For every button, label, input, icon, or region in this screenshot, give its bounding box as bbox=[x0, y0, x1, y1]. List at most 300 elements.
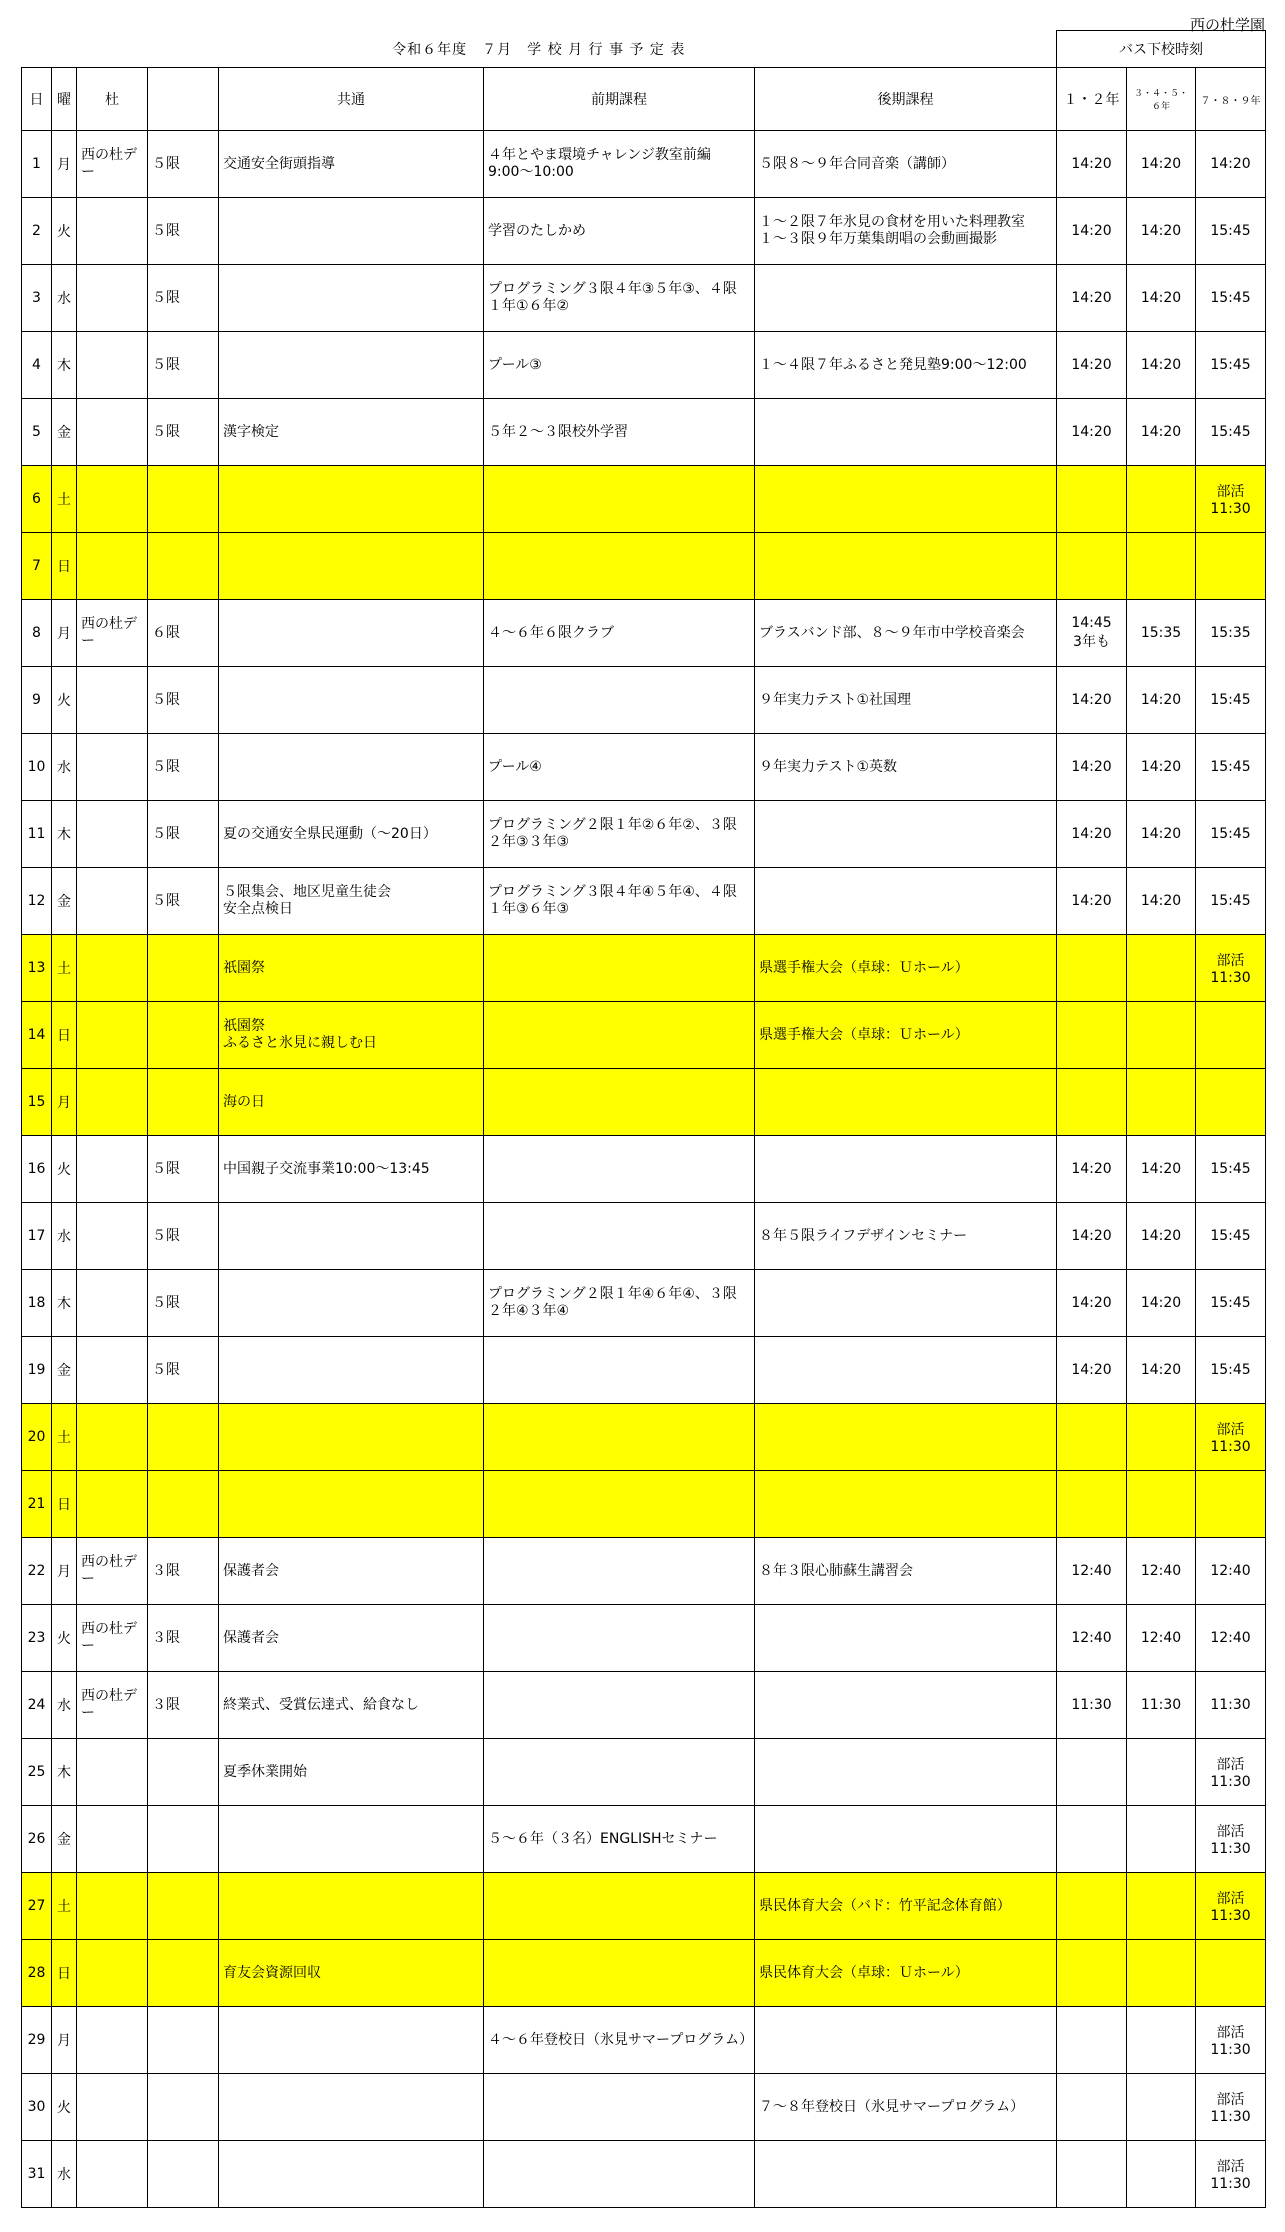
bus-time-3-6 bbox=[1127, 466, 1196, 533]
period: ５限 bbox=[148, 399, 219, 466]
period: ５限 bbox=[148, 734, 219, 801]
bus-time-3-6: 14:20 bbox=[1127, 265, 1196, 332]
weekday: 水 bbox=[52, 265, 77, 332]
common-event: 祇園祭 ふるさと氷見に親しむ日 bbox=[219, 1002, 484, 1069]
common-event: 海の日 bbox=[219, 1069, 484, 1136]
table-row bbox=[22, 1002, 1266, 1069]
weekday: 火 bbox=[52, 198, 77, 265]
late-course-event: 県選手権大会（卓球：Ｕホール） bbox=[755, 935, 1057, 1002]
table-row bbox=[22, 1940, 1266, 2007]
mori-day bbox=[77, 801, 148, 868]
table-row bbox=[22, 265, 1266, 332]
bus-time-1-2: 14:20 bbox=[1057, 332, 1127, 399]
common-event bbox=[219, 466, 484, 533]
day-number: 16 bbox=[22, 1136, 52, 1203]
late-course-event bbox=[755, 1739, 1057, 1806]
bus-time-7-9: 部活 11:30 bbox=[1196, 1404, 1266, 1471]
period bbox=[148, 1940, 219, 2007]
column-header-row bbox=[22, 68, 1266, 131]
period: ５限 bbox=[148, 868, 219, 935]
common-event: 終業式、受賞伝達式、給食なし bbox=[219, 1672, 484, 1739]
table-row bbox=[22, 1136, 1266, 1203]
mori-day bbox=[77, 198, 148, 265]
late-course-event bbox=[755, 1471, 1057, 1538]
table-row bbox=[22, 667, 1266, 734]
bus-time-3-6: 14:20 bbox=[1127, 399, 1196, 466]
weekday: 水 bbox=[52, 734, 77, 801]
common-event bbox=[219, 332, 484, 399]
common-event: ５限集会、地区児童生徒会 安全点検日 bbox=[219, 868, 484, 935]
day-number: 13 bbox=[22, 935, 52, 1002]
day-number: 28 bbox=[22, 1940, 52, 2007]
weekday: 土 bbox=[52, 1873, 77, 1940]
mori-day: 西の杜デー bbox=[77, 1672, 148, 1739]
mori-day bbox=[77, 1203, 148, 1270]
bus-time-7-9: 12:40 bbox=[1196, 1605, 1266, 1672]
period bbox=[148, 533, 219, 600]
late-course-event bbox=[755, 2007, 1057, 2074]
bus-time-7-9: 15:45 bbox=[1196, 1270, 1266, 1337]
bus-time-3-6: 14:20 bbox=[1127, 1136, 1196, 1203]
late-course-event bbox=[755, 1806, 1057, 1873]
bus-time-1-2 bbox=[1057, 1069, 1127, 1136]
bus-time-7-9: 14:20 bbox=[1196, 131, 1266, 198]
common-event bbox=[219, 1873, 484, 1940]
bus-time-1-2 bbox=[1057, 466, 1127, 533]
period bbox=[148, 1739, 219, 1806]
late-course-event bbox=[755, 1270, 1057, 1337]
early-course-event bbox=[484, 1471, 755, 1538]
bus-time-3-6 bbox=[1127, 1739, 1196, 1806]
bus-time-7-9: 15:45 bbox=[1196, 332, 1266, 399]
day-number: 21 bbox=[22, 1471, 52, 1538]
period: ６限 bbox=[148, 600, 219, 667]
weekday: 木 bbox=[52, 332, 77, 399]
common-event: 保護者会 bbox=[219, 1538, 484, 1605]
bus-time-3-6: 14:20 bbox=[1127, 734, 1196, 801]
weekday: 月 bbox=[52, 1069, 77, 1136]
bus-time-3-6 bbox=[1127, 1002, 1196, 1069]
early-course-event bbox=[484, 1873, 755, 1940]
bus-time-1-2: 14:20 bbox=[1057, 399, 1127, 466]
bus-time-7-9: 11:30 bbox=[1196, 1672, 1266, 1739]
common-event: 中国親子交流事業10:00～13:45 bbox=[219, 1136, 484, 1203]
bus-time-3-6 bbox=[1127, 2141, 1196, 2208]
early-course-event bbox=[484, 1538, 755, 1605]
late-course-event: 県民体育大会（卓球：Ｕホール） bbox=[755, 1940, 1057, 2007]
late-course-event: ８年３限心肺蘇生講習会 bbox=[755, 1538, 1057, 1605]
weekday: 木 bbox=[52, 1739, 77, 1806]
bus-time-3-6: 14:20 bbox=[1127, 198, 1196, 265]
day-number: 17 bbox=[22, 1203, 52, 1270]
common-event bbox=[219, 1270, 484, 1337]
mori-day bbox=[77, 1136, 148, 1203]
table-row bbox=[22, 1270, 1266, 1337]
period bbox=[148, 1471, 219, 1538]
table-row bbox=[22, 2141, 1266, 2208]
common-event: 育友会資源回収 bbox=[219, 1940, 484, 2007]
bus-time-3-6: 12:40 bbox=[1127, 1538, 1196, 1605]
late-course-event bbox=[755, 868, 1057, 935]
early-course-event: プログラミング２限１年②６年②、３限２年③３年③ bbox=[484, 801, 755, 868]
weekday: 月 bbox=[52, 1538, 77, 1605]
period bbox=[148, 935, 219, 1002]
late-course-event: ９年実力テスト①社国理 bbox=[755, 667, 1057, 734]
common-event bbox=[219, 2141, 484, 2208]
table-row bbox=[22, 1538, 1266, 1605]
bus-time-1-2 bbox=[1057, 2074, 1127, 2141]
mori-day bbox=[77, 868, 148, 935]
period: ３限 bbox=[148, 1672, 219, 1739]
bus-time-1-2 bbox=[1057, 1002, 1127, 1069]
bus-time-7-9: 部活 11:30 bbox=[1196, 1806, 1266, 1873]
day-number: 31 bbox=[22, 2141, 52, 2208]
bus-time-3-6 bbox=[1127, 1873, 1196, 1940]
bus-time-1-2 bbox=[1057, 2007, 1127, 2074]
common-event: 漢字検定 bbox=[219, 399, 484, 466]
weekday: 土 bbox=[52, 1404, 77, 1471]
bus-time-1-2: 12:40 bbox=[1057, 1605, 1127, 1672]
common-event: 交通安全街頭指導 bbox=[219, 131, 484, 198]
bus-time-1-2 bbox=[1057, 533, 1127, 600]
day-number: 10 bbox=[22, 734, 52, 801]
day-number: 30 bbox=[22, 2074, 52, 2141]
day-number: 29 bbox=[22, 2007, 52, 2074]
bus-time-3-6: 14:20 bbox=[1127, 1337, 1196, 1404]
early-course-event: ５～６年（３名）ENGLISHセミナー bbox=[484, 1806, 755, 1873]
late-course-event bbox=[755, 533, 1057, 600]
mori-day bbox=[77, 1270, 148, 1337]
bus-time-3-6: 14:20 bbox=[1127, 332, 1196, 399]
period bbox=[148, 1404, 219, 1471]
early-course-event bbox=[484, 2074, 755, 2141]
late-course-event bbox=[755, 1337, 1057, 1404]
late-course-event: １～２限７年氷見の食材を用いた料理教室 １～３限９年万葉集朗唱の会動画撮影 bbox=[755, 198, 1057, 265]
bus-time-1-2: 14:20 bbox=[1057, 734, 1127, 801]
common-event bbox=[219, 2007, 484, 2074]
col-bus-grade-3-6: ３・４・５・６年 bbox=[1127, 68, 1196, 131]
bus-time-3-6: 12:40 bbox=[1127, 1605, 1196, 1672]
early-course-event bbox=[484, 667, 755, 734]
mori-day bbox=[77, 2074, 148, 2141]
bus-time-3-6 bbox=[1127, 1806, 1196, 1873]
col-period bbox=[148, 68, 219, 131]
weekday: 水 bbox=[52, 1672, 77, 1739]
late-course-event bbox=[755, 1404, 1057, 1471]
weekday: 火 bbox=[52, 1136, 77, 1203]
bus-time-1-2 bbox=[1057, 1940, 1127, 2007]
weekday: 火 bbox=[52, 667, 77, 734]
late-course-event bbox=[755, 1069, 1057, 1136]
bus-time-3-6: 14:20 bbox=[1127, 868, 1196, 935]
mori-day: 西の杜デー bbox=[77, 1538, 148, 1605]
common-event bbox=[219, 1203, 484, 1270]
early-course-event bbox=[484, 1739, 755, 1806]
bus-time-7-9: 15:35 bbox=[1196, 600, 1266, 667]
day-number: 14 bbox=[22, 1002, 52, 1069]
day-number: 26 bbox=[22, 1806, 52, 1873]
early-course-event: プログラミング３限４年③５年③、４限１年①６年② bbox=[484, 265, 755, 332]
period: ５限 bbox=[148, 667, 219, 734]
period: ５限 bbox=[148, 265, 219, 332]
common-event: 夏の交通安全県民運動（～20日） bbox=[219, 801, 484, 868]
common-event bbox=[219, 667, 484, 734]
day-number: 4 bbox=[22, 332, 52, 399]
bus-time-3-6: 14:20 bbox=[1127, 1270, 1196, 1337]
common-event bbox=[219, 734, 484, 801]
bus-time-1-2: 14:20 bbox=[1057, 868, 1127, 935]
bus-time-1-2: 14:20 bbox=[1057, 1203, 1127, 1270]
late-course-event bbox=[755, 801, 1057, 868]
bus-time-7-9: 15:45 bbox=[1196, 1203, 1266, 1270]
late-course-event: １～４限７年ふるさと発見塾9:00～12:00 bbox=[755, 332, 1057, 399]
period bbox=[148, 1069, 219, 1136]
col-early: 前期課程 bbox=[484, 68, 755, 131]
early-course-event bbox=[484, 2141, 755, 2208]
table-row bbox=[22, 131, 1266, 198]
day-number: 20 bbox=[22, 1404, 52, 1471]
bus-time-1-2: 14:20 bbox=[1057, 131, 1127, 198]
bus-time-3-6: 14:20 bbox=[1127, 131, 1196, 198]
day-number: 23 bbox=[22, 1605, 52, 1672]
late-course-event bbox=[755, 2141, 1057, 2208]
bus-time-7-9: 15:45 bbox=[1196, 801, 1266, 868]
day-number: 24 bbox=[22, 1672, 52, 1739]
bus-time-3-6: 15:35 bbox=[1127, 600, 1196, 667]
late-course-event bbox=[755, 1605, 1057, 1672]
table-row bbox=[22, 868, 1266, 935]
common-event: 夏季休業開始 bbox=[219, 1739, 484, 1806]
bus-time-7-9 bbox=[1196, 533, 1266, 600]
late-course-event bbox=[755, 1672, 1057, 1739]
early-course-event: プログラミング２限１年④６年④、３限２年④３年④ bbox=[484, 1270, 755, 1337]
bus-time-1-2: 11:30 bbox=[1057, 1672, 1127, 1739]
day-number: 9 bbox=[22, 667, 52, 734]
period: ５限 bbox=[148, 131, 219, 198]
table-row bbox=[22, 1605, 1266, 1672]
table-row bbox=[22, 198, 1266, 265]
weekday: 火 bbox=[52, 2074, 77, 2141]
late-course-event bbox=[755, 466, 1057, 533]
bus-time-7-9: 15:45 bbox=[1196, 265, 1266, 332]
weekday: 日 bbox=[52, 1002, 77, 1069]
bus-time-1-2: 14:45 3年も bbox=[1057, 600, 1127, 667]
mori-day bbox=[77, 1471, 148, 1538]
bus-time-1-2 bbox=[1057, 2141, 1127, 2208]
common-event bbox=[219, 1337, 484, 1404]
weekday: 木 bbox=[52, 1270, 77, 1337]
bus-time-1-2: 14:20 bbox=[1057, 1136, 1127, 1203]
day-number: 2 bbox=[22, 198, 52, 265]
bus-time-3-6 bbox=[1127, 533, 1196, 600]
bus-time-7-9: 15:45 bbox=[1196, 667, 1266, 734]
mori-day bbox=[77, 1806, 148, 1873]
col-day: 日 bbox=[22, 68, 52, 131]
late-course-event: ７～８年登校日（氷見サマープログラム） bbox=[755, 2074, 1057, 2141]
day-number: 1 bbox=[22, 131, 52, 198]
weekday: 木 bbox=[52, 801, 77, 868]
early-course-event: 学習のたしかめ bbox=[484, 198, 755, 265]
table-row bbox=[22, 935, 1266, 1002]
col-bus-grade-1-2: １・２年 bbox=[1057, 68, 1127, 131]
late-course-event bbox=[755, 265, 1057, 332]
day-number: 8 bbox=[22, 600, 52, 667]
bus-time-header: バス下校時刻 bbox=[1057, 31, 1266, 68]
early-course-event bbox=[484, 533, 755, 600]
late-course-event bbox=[755, 1136, 1057, 1203]
bus-time-7-9: 部活 11:30 bbox=[1196, 2007, 1266, 2074]
period bbox=[148, 466, 219, 533]
common-event: 祇園祭 bbox=[219, 935, 484, 1002]
period: ５限 bbox=[148, 1203, 219, 1270]
weekday: 金 bbox=[52, 1337, 77, 1404]
bus-time-3-6 bbox=[1127, 1940, 1196, 2007]
day-number: 3 bbox=[22, 265, 52, 332]
mori-day bbox=[77, 667, 148, 734]
period bbox=[148, 2074, 219, 2141]
bus-time-7-9: 15:45 bbox=[1196, 198, 1266, 265]
bus-time-7-9: 15:45 bbox=[1196, 1136, 1266, 1203]
bus-time-7-9: 部活 11:30 bbox=[1196, 1739, 1266, 1806]
period: ３限 bbox=[148, 1605, 219, 1672]
table-row bbox=[22, 1069, 1266, 1136]
table-row bbox=[22, 1806, 1266, 1873]
mori-day bbox=[77, 935, 148, 1002]
table-row bbox=[22, 466, 1266, 533]
page-title: 令和６年度 ７月 学 校 月 行 事 予 定 表 bbox=[22, 31, 1057, 68]
early-course-event: ４～６年登校日（氷見サマープログラム） bbox=[484, 2007, 755, 2074]
weekday: 水 bbox=[52, 1203, 77, 1270]
early-course-event: プール④ bbox=[484, 734, 755, 801]
early-course-event: ４～６年６限クラブ bbox=[484, 600, 755, 667]
late-course-event: ５限８～９年合同音楽（講師） bbox=[755, 131, 1057, 198]
mori-day bbox=[77, 466, 148, 533]
mori-day bbox=[77, 399, 148, 466]
bus-time-1-2: 14:20 bbox=[1057, 198, 1127, 265]
early-course-event bbox=[484, 1404, 755, 1471]
mori-day bbox=[77, 1873, 148, 1940]
mori-day bbox=[77, 1002, 148, 1069]
bus-time-7-9: 15:45 bbox=[1196, 399, 1266, 466]
common-event bbox=[219, 600, 484, 667]
table-row bbox=[22, 2007, 1266, 2074]
weekday: 火 bbox=[52, 1605, 77, 1672]
col-weekday: 曜 bbox=[52, 68, 77, 131]
mori-day bbox=[77, 1940, 148, 2007]
bus-time-1-2 bbox=[1057, 1873, 1127, 1940]
bus-time-1-2: 14:20 bbox=[1057, 1270, 1127, 1337]
mori-day: 西の杜デー bbox=[77, 600, 148, 667]
bus-time-7-9: 15:45 bbox=[1196, 1337, 1266, 1404]
early-course-event bbox=[484, 1940, 755, 2007]
day-number: 27 bbox=[22, 1873, 52, 1940]
period: ３限 bbox=[148, 1538, 219, 1605]
bus-time-1-2: 14:20 bbox=[1057, 801, 1127, 868]
early-course-event bbox=[484, 1136, 755, 1203]
bus-time-7-9: 部活 11:30 bbox=[1196, 1873, 1266, 1940]
table-row bbox=[22, 1672, 1266, 1739]
bus-time-3-6 bbox=[1127, 2007, 1196, 2074]
bus-time-1-2: 14:20 bbox=[1057, 1337, 1127, 1404]
weekday: 水 bbox=[52, 2141, 77, 2208]
school-name: 西の杜学園 bbox=[1189, 16, 1265, 34]
day-number: 11 bbox=[22, 801, 52, 868]
late-course-event bbox=[755, 399, 1057, 466]
common-event bbox=[219, 2074, 484, 2141]
bus-time-3-6: 14:20 bbox=[1127, 667, 1196, 734]
common-event bbox=[219, 1806, 484, 1873]
bus-time-3-6 bbox=[1127, 935, 1196, 1002]
mori-day bbox=[77, 1069, 148, 1136]
schedule-table bbox=[21, 30, 1266, 2208]
late-course-event: 県選手権大会（卓球：Ｕホール） bbox=[755, 1002, 1057, 1069]
bus-time-1-2: 14:20 bbox=[1057, 667, 1127, 734]
weekday: 日 bbox=[52, 1471, 77, 1538]
bus-time-3-6: 14:20 bbox=[1127, 801, 1196, 868]
bus-time-7-9: 部活 11:30 bbox=[1196, 2141, 1266, 2208]
bus-time-3-6 bbox=[1127, 1069, 1196, 1136]
table-row bbox=[22, 1471, 1266, 1538]
bus-time-7-9: 部活 11:30 bbox=[1196, 466, 1266, 533]
col-late: 後期課程 bbox=[755, 68, 1057, 131]
col-common: 共通 bbox=[219, 68, 484, 131]
day-number: 18 bbox=[22, 1270, 52, 1337]
col-mori: 杜 bbox=[77, 68, 148, 131]
table-row bbox=[22, 1203, 1266, 1270]
common-event bbox=[219, 265, 484, 332]
bus-time-3-6 bbox=[1127, 1404, 1196, 1471]
bus-time-7-9: 15:45 bbox=[1196, 868, 1266, 935]
day-number: 6 bbox=[22, 466, 52, 533]
mori-day bbox=[77, 1337, 148, 1404]
weekday: 月 bbox=[52, 600, 77, 667]
bus-time-7-9 bbox=[1196, 1940, 1266, 2007]
weekday: 金 bbox=[52, 399, 77, 466]
early-course-event bbox=[484, 466, 755, 533]
bus-time-7-9: 部活 11:30 bbox=[1196, 2074, 1266, 2141]
early-course-event: ４年とやま環境チャレンジ教室前編 9:00～10:00 bbox=[484, 131, 755, 198]
day-number: 15 bbox=[22, 1069, 52, 1136]
table-row bbox=[22, 533, 1266, 600]
table-row bbox=[22, 1337, 1266, 1404]
bus-time-1-2: 14:20 bbox=[1057, 265, 1127, 332]
table-row bbox=[22, 332, 1266, 399]
early-course-event: ５年２～３限校外学習 bbox=[484, 399, 755, 466]
early-course-event bbox=[484, 1605, 755, 1672]
table-row bbox=[22, 399, 1266, 466]
bus-time-1-2 bbox=[1057, 1806, 1127, 1873]
period bbox=[148, 1806, 219, 1873]
period bbox=[148, 1873, 219, 1940]
table-row bbox=[22, 801, 1266, 868]
bus-time-1-2 bbox=[1057, 1404, 1127, 1471]
table-row bbox=[22, 1404, 1266, 1471]
weekday: 月 bbox=[52, 2007, 77, 2074]
weekday: 土 bbox=[52, 935, 77, 1002]
weekday: 月 bbox=[52, 131, 77, 198]
period: ５限 bbox=[148, 1270, 219, 1337]
bus-time-1-2 bbox=[1057, 1471, 1127, 1538]
day-number: 19 bbox=[22, 1337, 52, 1404]
weekday: 日 bbox=[52, 1940, 77, 2007]
mori-day bbox=[77, 2141, 148, 2208]
common-event bbox=[219, 533, 484, 600]
bus-time-7-9 bbox=[1196, 1069, 1266, 1136]
early-course-event bbox=[484, 1203, 755, 1270]
bus-time-3-6: 11:30 bbox=[1127, 1672, 1196, 1739]
table-row bbox=[22, 600, 1266, 667]
bus-time-7-9: 部活 11:30 bbox=[1196, 935, 1266, 1002]
